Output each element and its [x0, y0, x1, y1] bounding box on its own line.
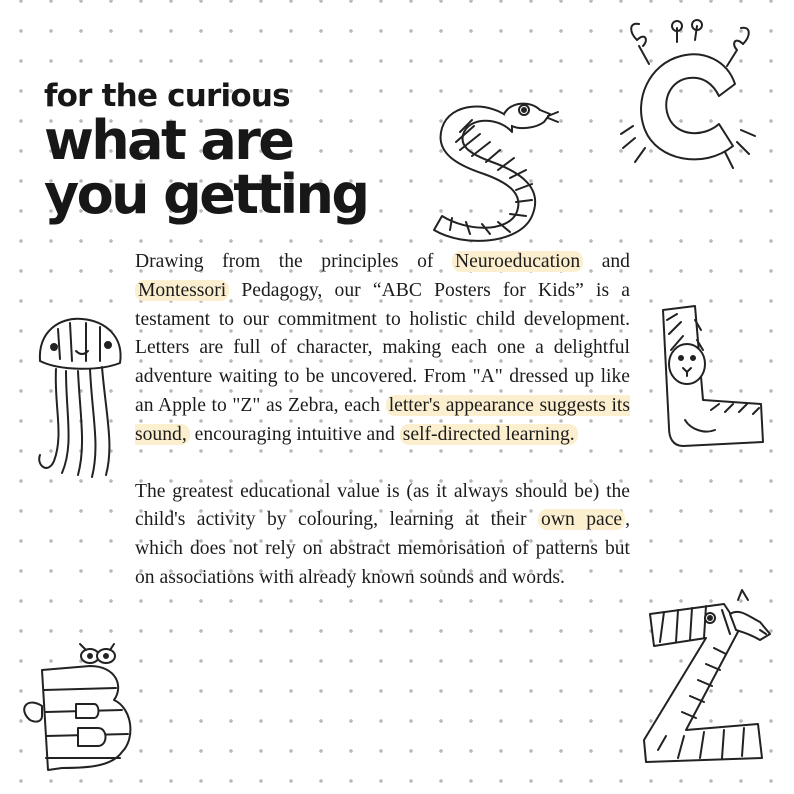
heading-title-line-1: what are — [44, 109, 293, 172]
bee-letter-b-illustration — [20, 640, 140, 775]
highlight-own-pace: own pace — [538, 509, 625, 530]
heading — [44, 78, 368, 226]
text-segment: Pedagogy, our “ABC Posters for Kids” is a testament to our commitment to holistic child development. Letters are full of character, making each one a delightful adventure waiting to be uncovered. From "A" dressed up like an Apple to "Z" as Zebra, each — [135, 279, 630, 416]
paragraph-intro — [135, 248, 630, 450]
zebra-letter-z-illustration — [630, 590, 775, 770]
jellyfish-letter-j-illustration — [30, 315, 130, 490]
lion-letter-l-illustration — [655, 300, 770, 455]
highlight-self-directed-learning: self-directed learning. — [400, 424, 578, 445]
heading-subtitle: for the curious — [44, 78, 290, 114]
snake-letter-s-illustration — [420, 92, 560, 242]
text-segment: The greatest educational value is (as it always should be) the child's activity by colouring, learning at their — [135, 480, 630, 531]
highlight-neuroeducation: Neuroeducation — [452, 251, 583, 272]
crab-letter-c-illustration — [615, 20, 765, 180]
text-segment: Drawing from the principles of — [135, 251, 452, 272]
text-segment: encouraging intuitive and — [189, 423, 400, 445]
body-text — [135, 248, 630, 621]
text-segment: and — [583, 251, 630, 272]
paragraph-value — [135, 478, 630, 593]
text-segment: , which does not rely on abstract memorisation of patterns but on associations with already known sounds and words. — [135, 509, 630, 588]
heading-title-line-2: you getting — [44, 163, 368, 226]
highlight-letter-appearance: letter's appearance suggests its sound, — [135, 394, 630, 445]
highlight-montessori: Montessori — [135, 280, 229, 301]
